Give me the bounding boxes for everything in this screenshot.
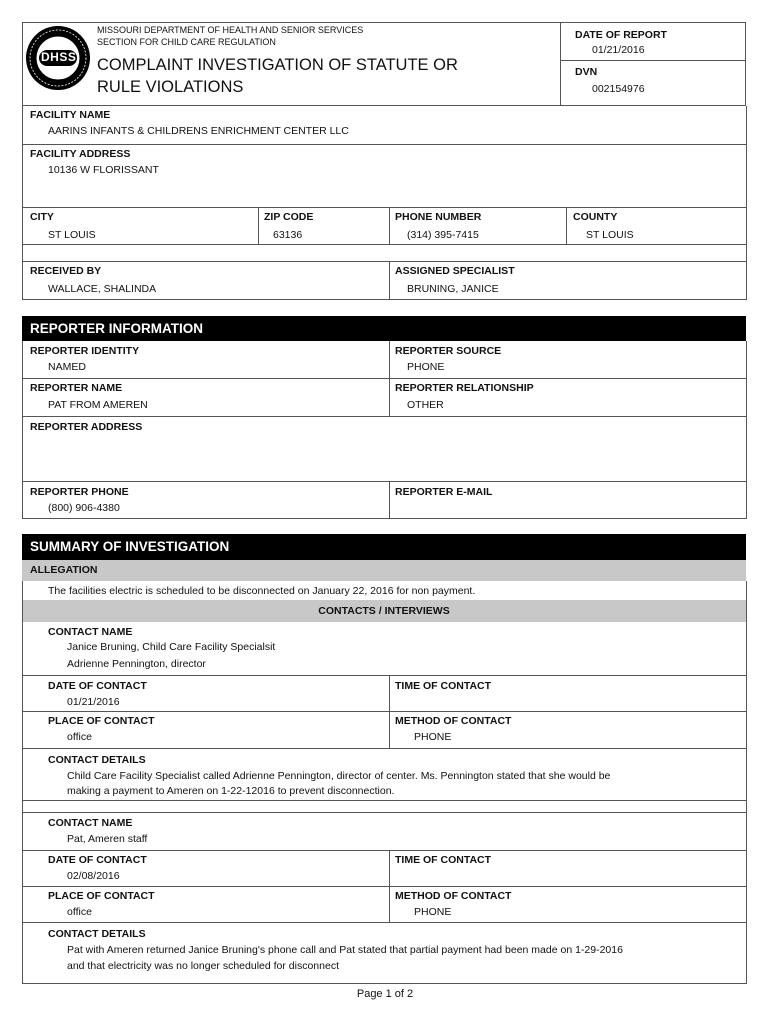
reporter-identity-value: NAMED xyxy=(48,361,86,373)
assigned-specialist-label: ASSIGNED SPECIALIST xyxy=(395,265,515,277)
reporter-relationship-label: REPORTER RELATIONSHIP xyxy=(395,382,534,394)
contact1-details-label: CONTACT DETAILS xyxy=(48,754,146,766)
received-by-value: WALLACE, SHALINDA xyxy=(48,283,157,295)
contact1-time-label: TIME OF CONTACT xyxy=(395,680,492,692)
contact1-details-line2: making a payment to Ameren on 1-22-12016 to prevent disconnection. xyxy=(67,785,395,797)
logo-text: DHSS xyxy=(41,50,77,64)
contact2-place-label: PLACE OF CONTACT xyxy=(48,890,155,902)
received-by-label: RECEIVED BY xyxy=(30,265,102,277)
contact2-name-label: CONTACT NAME xyxy=(48,817,133,829)
dhss-logo xyxy=(24,24,92,92)
contact2-details-line2: and that electricity was no longer scheduled for disconnect xyxy=(67,960,339,972)
contact2-date-value: 02/08/2016 xyxy=(67,870,120,882)
contact1-name-line2: Adrienne Pennington, director xyxy=(67,658,206,670)
dvn-value: 002154976 xyxy=(592,83,645,95)
page-number: Page 1 of 2 xyxy=(356,988,414,1000)
facility-name-value: AARINS INFANTS & CHILDRENS ENRICHMENT CENTER LLC xyxy=(48,125,349,137)
allegation-header: ALLEGATION xyxy=(22,560,746,581)
contact2-name-line1: Pat, Ameren staff xyxy=(67,833,148,845)
facility-address-label: FACILITY ADDRESS xyxy=(30,148,131,160)
assigned-specialist-value: BRUNING, JANICE xyxy=(407,283,499,295)
contact2-method-label: METHOD OF CONTACT xyxy=(395,890,512,902)
reporter-name-label: REPORTER NAME xyxy=(30,382,123,394)
form-title-line2: RULE VIOLATIONS xyxy=(97,78,244,96)
reporter-source-label: REPORTER SOURCE xyxy=(395,345,502,357)
facility-name-label: FACILITY NAME xyxy=(30,109,111,121)
phone-label: PHONE NUMBER xyxy=(395,211,482,223)
zip-value: 63136 xyxy=(273,229,303,241)
dvn-label: DVN xyxy=(575,66,598,78)
contact1-method-value: PHONE xyxy=(414,731,452,743)
reporter-relationship-value: OTHER xyxy=(407,399,444,411)
contact1-place-value: office xyxy=(67,731,92,743)
contact1-date-label: DATE OF CONTACT xyxy=(48,680,147,692)
date-of-report-value: 01/21/2016 xyxy=(592,44,645,56)
contact2-place-value: office xyxy=(67,906,92,918)
allegation-text: The facilities electric is scheduled to be disconnected on January 22, 2016 for non payment. xyxy=(48,585,476,597)
zip-label: ZIP CODE xyxy=(264,211,314,223)
county-value: ST LOUIS xyxy=(586,229,634,241)
contact1-place-label: PLACE OF CONTACT xyxy=(48,715,155,727)
section-name: SECTION FOR CHILD CARE REGULATION xyxy=(97,37,276,47)
contact1-name-line1: Janice Bruning, Child Care Facility Specialsit xyxy=(67,641,276,653)
reporter-address-label: REPORTER ADDRESS xyxy=(30,421,143,433)
city-value: ST LOUIS xyxy=(48,229,96,241)
contact2-details-label: CONTACT DETAILS xyxy=(48,928,146,940)
form-title-line1: COMPLAINT INVESTIGATION OF STATUTE OR xyxy=(97,56,458,74)
reporter-phone-value: (800) 906-4380 xyxy=(48,502,120,514)
reporter-phone-label: REPORTER PHONE xyxy=(30,486,129,498)
reporter-name-value: PAT FROM AMEREN xyxy=(48,399,148,411)
contact1-name-label: CONTACT NAME xyxy=(48,626,133,638)
facility-address-value: 10136 W FLORISSANT xyxy=(48,164,159,176)
city-label: CITY xyxy=(30,211,54,223)
phone-value: (314) 395-7415 xyxy=(407,229,479,241)
county-label: COUNTY xyxy=(573,211,618,223)
contacts-header: CONTACTS / INTERVIEWS xyxy=(22,600,746,622)
reporter-section-header: REPORTER INFORMATION xyxy=(22,316,746,341)
contact2-method-value: PHONE xyxy=(414,906,452,918)
reporter-email-label: REPORTER E-MAIL xyxy=(395,486,493,498)
date-of-report-label: DATE OF REPORT xyxy=(575,29,667,41)
contact1-date-value: 01/21/2016 xyxy=(67,696,120,708)
reporter-identity-label: REPORTER IDENTITY xyxy=(30,345,140,357)
department-name: MISSOURI DEPARTMENT OF HEALTH AND SENIOR SERVICES xyxy=(97,25,364,35)
contact2-time-label: TIME OF CONTACT xyxy=(395,854,492,866)
reporter-source-value: PHONE xyxy=(407,361,445,373)
contact2-date-label: DATE OF CONTACT xyxy=(48,854,147,866)
contact1-details-line1: Child Care Facility Specialist called Adrienne Pennington, director of center. Ms. Pennington stated that she would be xyxy=(67,770,611,782)
contact1-method-label: METHOD OF CONTACT xyxy=(395,715,512,727)
summary-section-header: SUMMARY OF INVESTIGATION xyxy=(22,534,746,560)
contact2-details-line1: Pat with Ameren returned Janice Bruning's phone call and Pat stated that partial payment had been made on 1-29-2016 xyxy=(67,944,623,956)
